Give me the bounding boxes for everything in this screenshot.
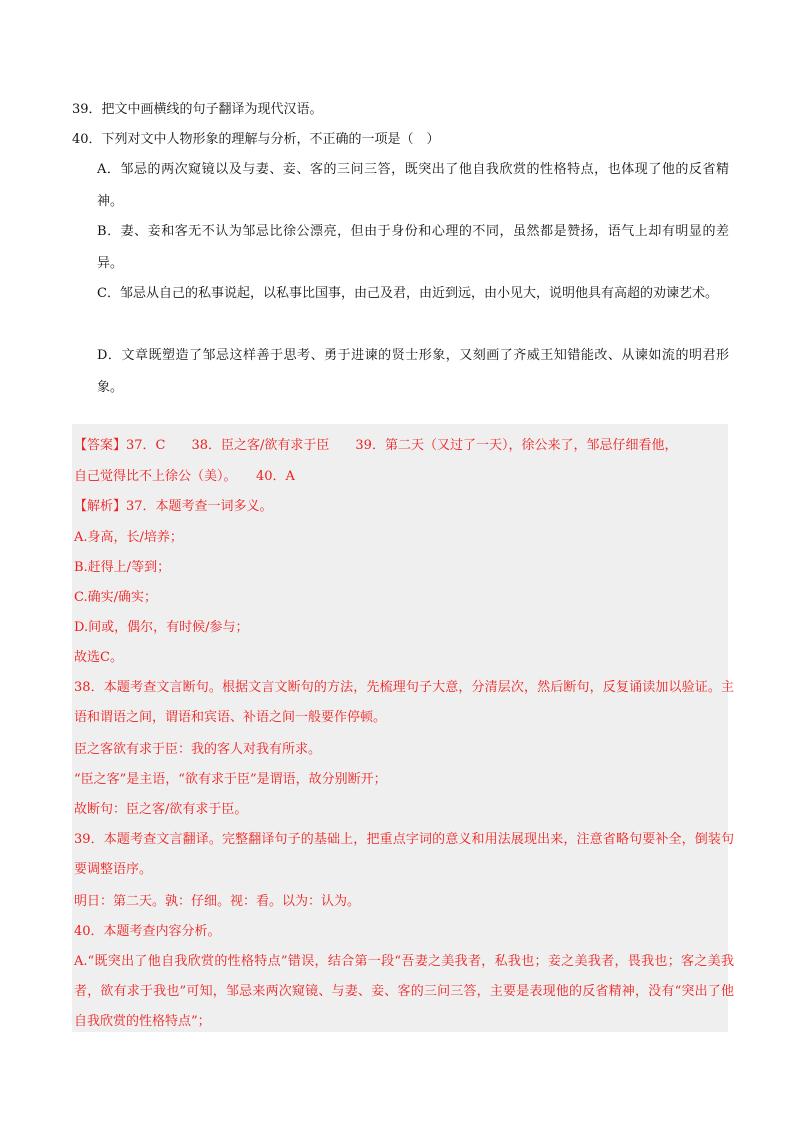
- question-40: 40．下列对文中人物形象的理解与分析，不正确的一项是（ ）: [72, 132, 440, 147]
- analysis-39-paragraph: 39．本题考查文言翻译。完整翻译句子的基础上，把重点字词的意义和用法展现出来，注意省略句要补全，倒装句要调整语序。: [74, 832, 734, 877]
- question-39: 39．把文中画横线的句子翻译为现代汉语。: [72, 102, 323, 117]
- analysis-intro: 【解析】37．本题考查一词多义。: [74, 499, 273, 514]
- option-d: D．文章既塑造了邹忌这样善于思考、勇于进谏的贤士形象，又刻画了齐威王知错能改、从谏如流的明君形象。: [97, 348, 729, 395]
- analysis-37-c: C.确实/确实；: [74, 590, 157, 605]
- analysis-38-line-3: 故断句：臣之客/欲有求于臣。: [74, 802, 248, 817]
- analysis-38-line-1: 臣之客欲有求于臣：我的客人对我有所求。: [74, 742, 322, 757]
- analysis-37-a: A.身高，长/培养；: [74, 530, 183, 545]
- answer-line-2: 自己觉得比不上徐公（美）。 40．A: [74, 469, 295, 484]
- analysis-38-line-2: “臣之客”是主语，“欲有求于臣”是谓语，故分别断开；: [74, 772, 387, 787]
- answer-line-1: 【答案】37．C 38．臣之客/欲有求于臣 39．第二天（又过了一天），徐公来了，邹忌仔细看他，: [74, 438, 678, 453]
- analysis-38-paragraph: 38．本题考查文言断句。根据文言文断句的方法，先梳理句子大意，分清层次，然后断句，反复诵读加以验证。主语和谓语之间，谓语和宾语、补语之间一般要作停顿。: [74, 680, 734, 725]
- analysis-39-line: 明日：第二天。孰：仔细。视：看。以为：认为。: [74, 894, 361, 909]
- analysis-37-conclusion: 故选C。: [74, 650, 123, 665]
- analysis-37-b: B.赶得上/等到；: [74, 560, 171, 575]
- analysis-40-paragraph: A.“既突出了他自我欣赏的性格特点”错误，结合第一段“吾妻之美我者，私我也；妾之美我者，畏我也；客之美我者，欲有求于我也”可知，邹忌来两次窥镜、与妻、妾、客的三问三答，主要是表现他的反省精神，没有“突出了他自我欣赏的性格特点”；: [74, 954, 734, 1029]
- option-c: C．邹忌从自己的私事说起，以私事比国事，由己及君，由近到远，由小见大，说明他具有高超的劝谏艺术。: [97, 286, 718, 301]
- option-a: A．邹忌的两次窥镜以及与妻、妾、客的三问三答，既突出了他自我欣赏的性格特点，也体现了他的反省精神。: [97, 162, 729, 209]
- analysis-40-heading: 40．本题考查内容分析。: [74, 924, 221, 939]
- option-b: B．妻、妾和客无不认为邹忌比徐公漂亮，但由于身份和心理的不同，虽然都是赞扬，语气上却有明显的差异。: [97, 224, 729, 271]
- analysis-37-d: D.间或，偶尔，有时候/参与；: [74, 620, 249, 635]
